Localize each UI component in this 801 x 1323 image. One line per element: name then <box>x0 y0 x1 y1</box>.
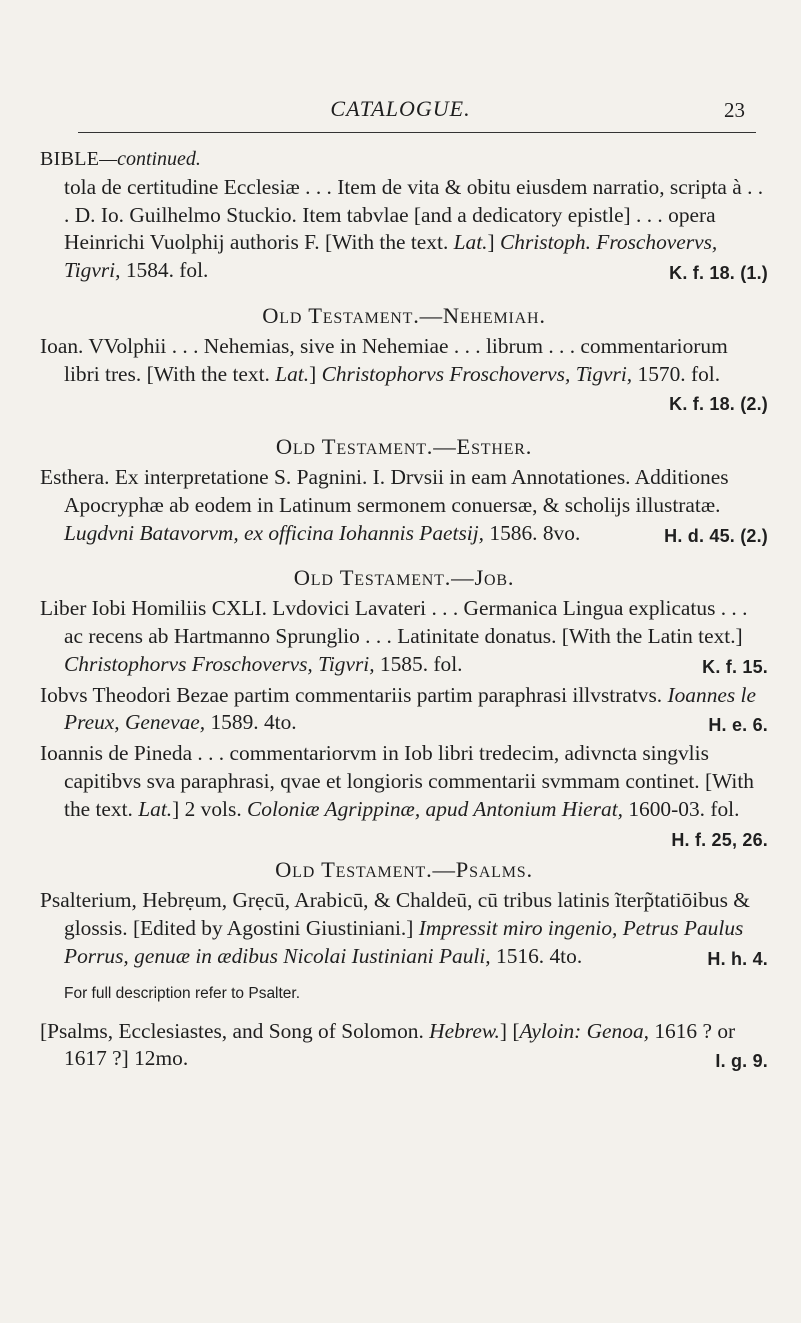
shelfmark: K. f. 15. <box>702 656 768 677</box>
section-heading-esther: Old Testament.—Esther. <box>275 434 533 460</box>
catalogue-entry <box>64 174 768 285</box>
entry-imprint: Coloniæ Agrippinæ, apud Antonium Hierat, <box>247 796 623 821</box>
shelfmark: I. g. 9. <box>715 1051 768 1072</box>
entry-date-format: 1616 ? or 1617 ?] 12mo. <box>64 1018 736 1071</box>
catalogue-body <box>40 146 768 1076</box>
entry-text: Liber Iobi Homiliis CXLI. Lvdovici Lavateri . . . Germanica Lingua explicatus . . . ac recens ab Hartmanno Sprunglio . . . Latinitate donatus. [With the Latin text.] <box>40 596 748 648</box>
entry-text: tola de certitudine Ecclesiæ . . . Item de vita & obitu eiusdem narratio, scripta à . . . D. Io. Guilhelmo Stuckio. Item tabvlae [and a dedicatory epistle] . . . opera Heinrichi Vuolphij authoris F. [With the text. <box>64 174 764 255</box>
shelfmark: H. d. 45. (2.) <box>664 525 768 546</box>
catalogue-entry <box>40 887 768 970</box>
entry-lang-close: ] 2 vols. <box>172 796 248 821</box>
running-head <box>0 94 801 124</box>
entry-date-format: 1570. fol. <box>632 361 721 386</box>
shelfmark: H. h. 4. <box>707 948 768 969</box>
entry-lang-close: ] [ <box>499 1018 520 1043</box>
entry-date-format: 1600-03. fol. <box>623 796 740 821</box>
header-rule <box>78 132 756 133</box>
catalogue-entry <box>40 1018 768 1074</box>
cross-reference-note: For full description refer to Psalter. <box>64 984 301 1002</box>
entry-lang-close: ] <box>309 361 322 386</box>
entry-imprint: Impressit miro ingenio, Petrus Paulus Porrus, genuæ in ædibus Nicolai Iustiniani Pauli, <box>64 915 744 968</box>
entry-lang: Lat. <box>138 796 173 821</box>
shelfmark: H. f. 25, 26. <box>671 829 768 850</box>
entry-imprint: Christoph. Froschovervs, Tigvri, <box>64 230 718 283</box>
entry-text: Iobvs Theodori Bezae partim commentariis partim paraphrasi illvstratvs. <box>40 682 668 707</box>
entry-text: Psalterium, Hebrẹum, Grẹcū, Arabicū, & Chaldeū, cū tribus latinis ĩterp̃tatiōibus & glossis. [Edited by Agostini Giustiniani.] <box>40 888 750 940</box>
entry-text: Ioannis de Pineda . . . commentariorvm in Iob libri tredecim, adivncta singvlis capitibvs sva paraphrasi, qvae et longioris commentarii svmmam continet. [With the text. <box>40 741 754 821</box>
section-heading-job: Old Testament.—Job. <box>293 565 515 591</box>
entry-imprint: Christophorvs Froschovervs, Tigvri, <box>64 651 375 676</box>
entry-text: Esthera. Ex interpretatione S. Pagnini. I. Drvsii in eam Annotationes. Additiones Apocryphæ ab eodem in Latinum sermonem conuersæ, & scholijs illustratæ. <box>40 464 729 517</box>
section-heading-nehemiah: Old Testament.—Nehemiah. <box>262 302 546 328</box>
shelfmark: K. f. 18. (2.) <box>669 394 768 415</box>
entry-imprint: Ioannes le Preux, Genevae, <box>64 682 756 735</box>
entry-date-format: 1585. fol. <box>374 651 463 676</box>
heading-suffix: —continued. <box>99 148 201 170</box>
catalogue-entry <box>40 595 768 678</box>
catalogue-entry <box>40 682 768 738</box>
shelfmark: K. f. 18. (1.) <box>669 263 768 284</box>
entry-text: [Psalms, Ecclesiastes, and Song of Solomon. <box>40 1018 430 1043</box>
entry-lang-close: ] <box>487 230 501 255</box>
entry-date-format: 1586. 8vo. <box>484 520 581 545</box>
shelfmark: H. e. 6. <box>708 715 768 736</box>
entry-lang: Lat. <box>275 361 310 386</box>
entry-date-format: 1589. 4to. <box>205 710 297 735</box>
entry-date-format: 1516. 4to. <box>490 943 583 968</box>
entry-lang: Hebrew. <box>429 1018 500 1043</box>
entry-text: Ioan. VVolphii . . . Nehemias, sive in Nehemiae . . . librum . . . commentariorum libri tres. [With the text. <box>40 333 728 386</box>
catalogue-entry <box>40 740 768 850</box>
running-title: CATALOGUE. <box>330 96 471 121</box>
section-heading-psalms: Old Testament.—Psalms. <box>275 857 533 883</box>
heading-word: BIBLE <box>40 148 100 170</box>
entry-lang: Lat. <box>453 230 488 255</box>
page-number: 23 <box>724 98 745 122</box>
entry-date-format: 1584. fol. <box>120 258 209 283</box>
continued-heading <box>40 146 768 174</box>
entry-imprint: Lugdvni Batavorvm, ex officina Iohannis Paetsij, <box>64 520 485 545</box>
entry-imprint: Ayloin: Genoa, <box>519 1018 649 1043</box>
entry-imprint: Christophorvs Froschovervs, Tigvri, <box>321 361 633 386</box>
catalogue-entry <box>40 464 768 547</box>
catalogue-entry <box>40 333 768 415</box>
